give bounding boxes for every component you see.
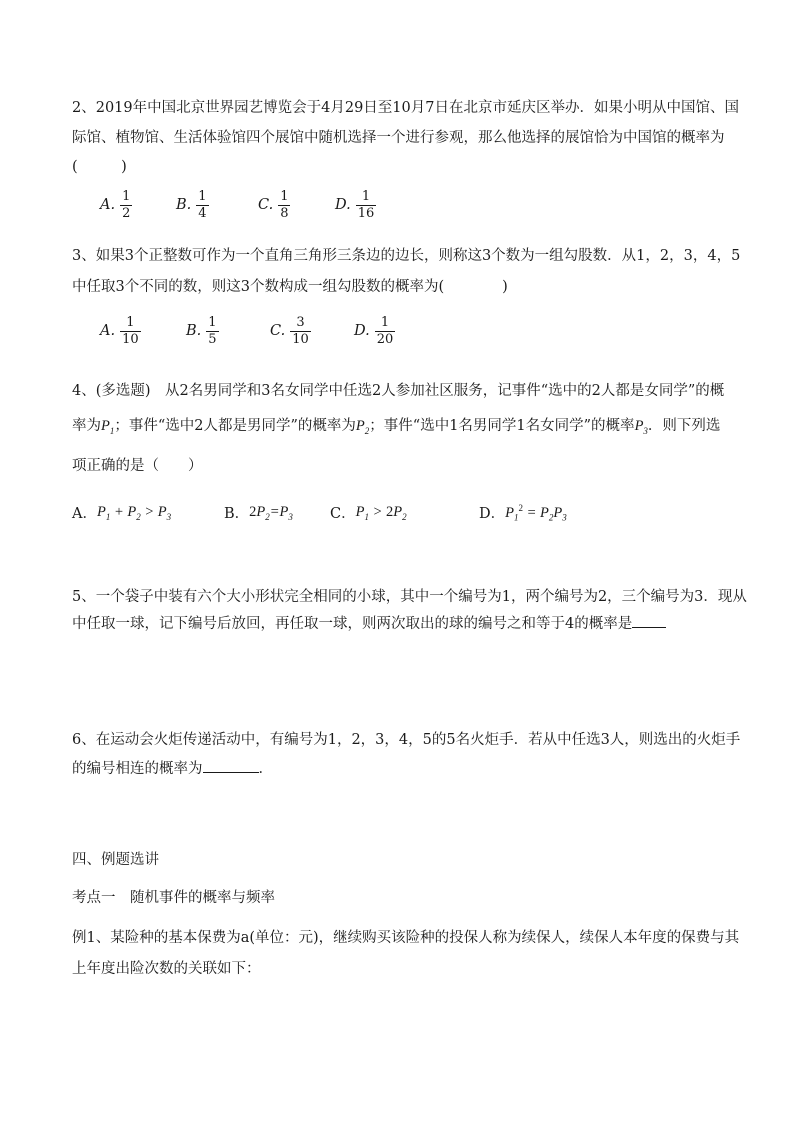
fraction: $\frac{1}{16}$ <box>357 189 375 221</box>
p1-symbol: $P_1$ <box>101 418 115 436</box>
fraction: $\frac{1}{5}$ <box>208 315 217 347</box>
q2-line-2: 际馆、植物馆、生活体验馆四个展馆中随机选择一个进行参观，那么他选择的展馆恰为中国馆的概率为 <box>72 130 725 146</box>
q3-option-b[interactable]: B. $\frac{1}{5}$ <box>186 315 217 347</box>
q3-option-d[interactable]: D. $\frac{1}{20}$ <box>354 315 394 347</box>
q2-option-c[interactable]: C. $\frac{1}{8}$ <box>258 189 289 221</box>
fraction: $\frac{1}{10}$ <box>122 315 139 347</box>
q4-option-a-formula: $P_1 + P_2 > P_3$ <box>96 503 172 522</box>
fraction: $\frac{1}{2}$ <box>122 189 131 221</box>
fraction: $\frac{1}{4}$ <box>198 189 207 221</box>
q4-line-2: 率为$P_1$；事件“选中2人都是男同学”的概率为$P_2$；事件“选中1名男同学1名女同学”的概率$P_3$．则下列选 <box>72 418 721 436</box>
q3-line-1: 3、如果3个正整数可作为一个直角三角形三条边的边长，则称这3个数为一组勾股数．从1，2，3，4，5 <box>72 248 741 264</box>
q5-line-1: 5、一个袋子中装有六个大小形状完全相同的小球，其中一个编号为1，两个编号为2，三个编号为3．现从 <box>72 589 747 605</box>
q3-line-2: 中任取3个不同的数，则这3个数构成一组勾股数的概率为( ) <box>72 279 508 295</box>
section-subheading: 考点一 随机事件的概率与频率 <box>72 890 275 906</box>
q5-line-2: 中任取一球，记下编号后放回，再任取一球，则两次取出的球的编号之和等于4的概率是 <box>72 612 666 633</box>
q4-option-c[interactable]: C． $P_1 > 2P_2$ <box>330 503 407 522</box>
q3-option-a[interactable]: A. $\frac{1}{10}$ <box>100 315 139 347</box>
q4-option-d-formula: $P_1^2 = P_2P_3$ <box>505 502 567 523</box>
section-heading: 四、例题选讲 <box>72 852 159 868</box>
q2-option-b[interactable]: B. $\frac{1}{4}$ <box>176 189 207 221</box>
example1-line-2: 上年度出险次数的关联如下： <box>72 961 261 977</box>
q3-option-c[interactable]: C. $\frac{3}{10}$ <box>270 315 309 347</box>
fraction: $\frac{1}{8}$ <box>280 189 289 221</box>
q6-line-1: 6、在运动会火炬传递活动中，有编号为1，2，3，4，5的5名火炬手．若从中任选3人，则选出的火炬手 <box>72 732 741 748</box>
q4-option-a[interactable]: A． $P_1 + P_2 > P_3$ <box>72 503 172 522</box>
q2-option-d[interactable]: D. $\frac{1}{16}$ <box>335 189 375 221</box>
q2-line-3: ( ) <box>72 159 127 175</box>
fraction: $\frac{3}{10}$ <box>292 315 309 347</box>
q3-options <box>100 316 395 346</box>
p3-symbol: $P_3$ <box>634 418 648 436</box>
example1-line-1: 例1、某险种的基本保费为a(单位：元)，继续购买该险种的投保人称为续保人，续保人本年度的保费与其 <box>72 930 740 946</box>
q4-options <box>72 502 567 523</box>
q2-option-a[interactable]: A. $\frac{1}{2}$ <box>100 189 131 221</box>
q6-line-2: 的编号相连的概率为 ． <box>72 761 273 777</box>
q2-line-1: 2、2019年中国北京世界园艺博览会于4月29日至10月7日在北京市延庆区举办．如果小明从中国馆、国 <box>72 100 739 116</box>
q6-answer-blank[interactable] <box>203 772 259 773</box>
q4-option-d[interactable]: D． $P_1^2 = P_2P_3$ <box>479 502 567 523</box>
q5-answer-blank[interactable] <box>632 627 666 628</box>
fraction: $\frac{1}{20}$ <box>376 315 394 347</box>
q4-option-b[interactable]: B． $2P_2=P_3$ <box>224 503 293 522</box>
q4-option-b-formula: $2P_2=P_3$ <box>249 503 293 522</box>
q4-line-1: 4、(多选题) 从2名男同学和3名女同学中任选2人参加社区服务，记事件“选中的2人都是女同学”的概 <box>72 383 725 399</box>
q2-options <box>100 190 376 220</box>
q4-option-c-formula: $P_1 > 2P_2$ <box>355 503 407 522</box>
p2-symbol: $P_2$ <box>355 418 370 436</box>
q4-line-3: 项正确的是（ ） <box>72 458 203 474</box>
